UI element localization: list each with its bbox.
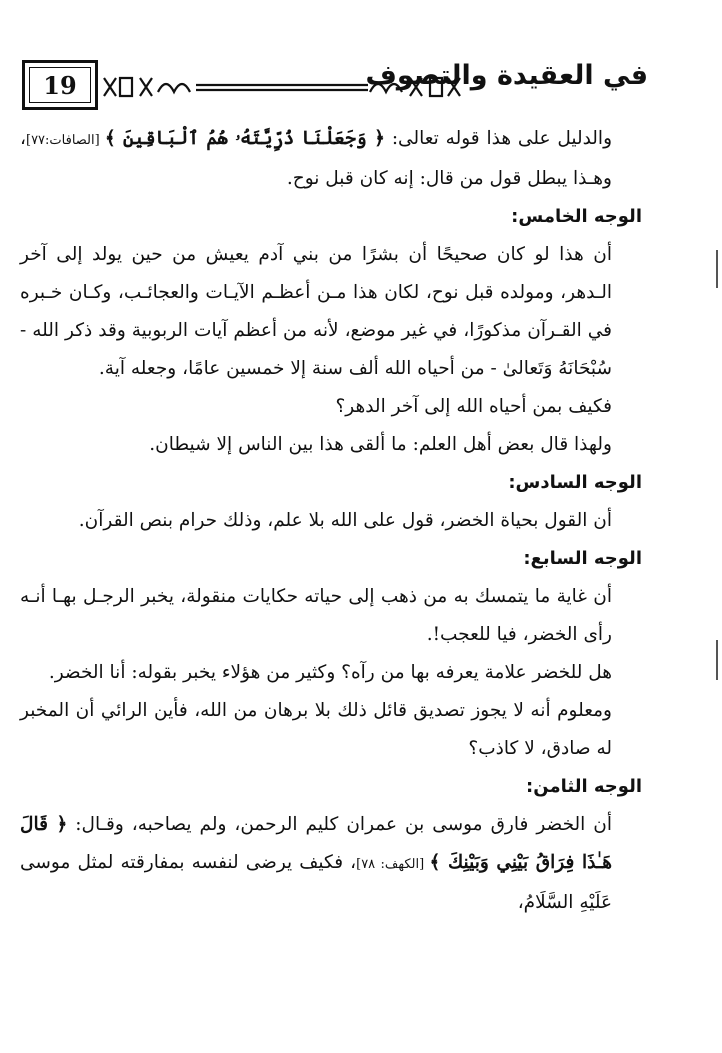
paragraph xyxy=(20,120,642,198)
paragraph-text: ، وهـذا يبطل قول من قال: إنه كان قبل نوح. xyxy=(20,128,612,189)
paragraph-text: والدليل على هذا قوله تعالى: xyxy=(384,128,613,149)
scan-edge-mark xyxy=(716,250,718,288)
paragraph: أن هذا لو كان صحيحًا أن بشرًا من بني آدم يعيش من حين يولد إلى آخر الـدهر، ومولده قبل نوح، لكان هذا مـن أعظـم الآيـات والعجائـب، وكـان خـبره في القـرآن مذكورًا، في غير موضع، لأنه من أعظم آيات الربوبية وقد ذكر الله - سُبْحَانَهُ وَتَعالىٰ - من أحياه الله ألف سنة إلا خمسين عامًا، وجعله آية. xyxy=(20,244,612,379)
page-number-box xyxy=(22,60,98,110)
paragraph xyxy=(20,806,642,922)
section-heading: الوجه السابع: xyxy=(523,548,642,569)
paragraph: فكيف بمن أحياه الله إلى آخر الدهر؟ xyxy=(335,396,612,417)
paragraph: أن القول بحياة الخضر، قول على الله بلا علم، وذلك حرام بنص القرآن. xyxy=(78,510,612,531)
page-number: 19 xyxy=(43,70,77,100)
page-header xyxy=(22,58,648,118)
section-heading: الوجه الثامن: xyxy=(526,776,642,797)
paragraph: هل للخضر علامة يعرفه بها من رآه؟ وكثير من هؤلاء يخبر بقوله: أنا الخضر. xyxy=(48,662,612,683)
paragraph: ومعلوم أنه لا يجوز تصديق قائل ذلك بلا برهان من الله، فأين الرائي أن المخبر له صادق، لا كاذب؟ xyxy=(20,700,612,759)
paragraph-text: ، فكيف يرضى لنفسه بمفارقته لمثل موسى عَلَيْهِ السَّلَامُ، xyxy=(20,852,612,913)
section-heading: الوجه السادس: xyxy=(508,472,642,493)
paragraph: ولهذا قال بعض أهل العلم: ما ألقى هذا بين الناس إلا شيطان. xyxy=(149,434,612,455)
book-title: في العقيدة والتصوف xyxy=(365,60,648,91)
paragraph-text: أن الخضر فارق موسى بن عمران كليم الرحمن، ولم يصاحبه، وقـال: xyxy=(67,814,613,835)
verse-citation: [الكهف: ٧٨] xyxy=(356,857,430,872)
quran-verse: ﴿ وَجَعَلْنَا ذُرِّيَّتَهُۥ هُمُ ٱلْبَاقِينَ ﴾ xyxy=(104,128,385,149)
scan-edge-mark xyxy=(716,640,718,680)
section-heading: الوجه الخامس: xyxy=(511,206,642,227)
paragraph: أن غاية ما يتمسك به من ذهب إلى حياته حكايات منقولة، يخبر الرجـل بهـا أنـه رأى الخضر، فيا للعجب!. xyxy=(20,586,612,645)
quran-verse: ﴿ قَالَ هَـٰذَا فِرَاقُ بَيْنِي وَبَيْنِكَ ﴾ xyxy=(20,814,613,873)
page-body xyxy=(20,120,642,922)
verse-citation: [الصافات:٧٧] xyxy=(25,133,105,148)
